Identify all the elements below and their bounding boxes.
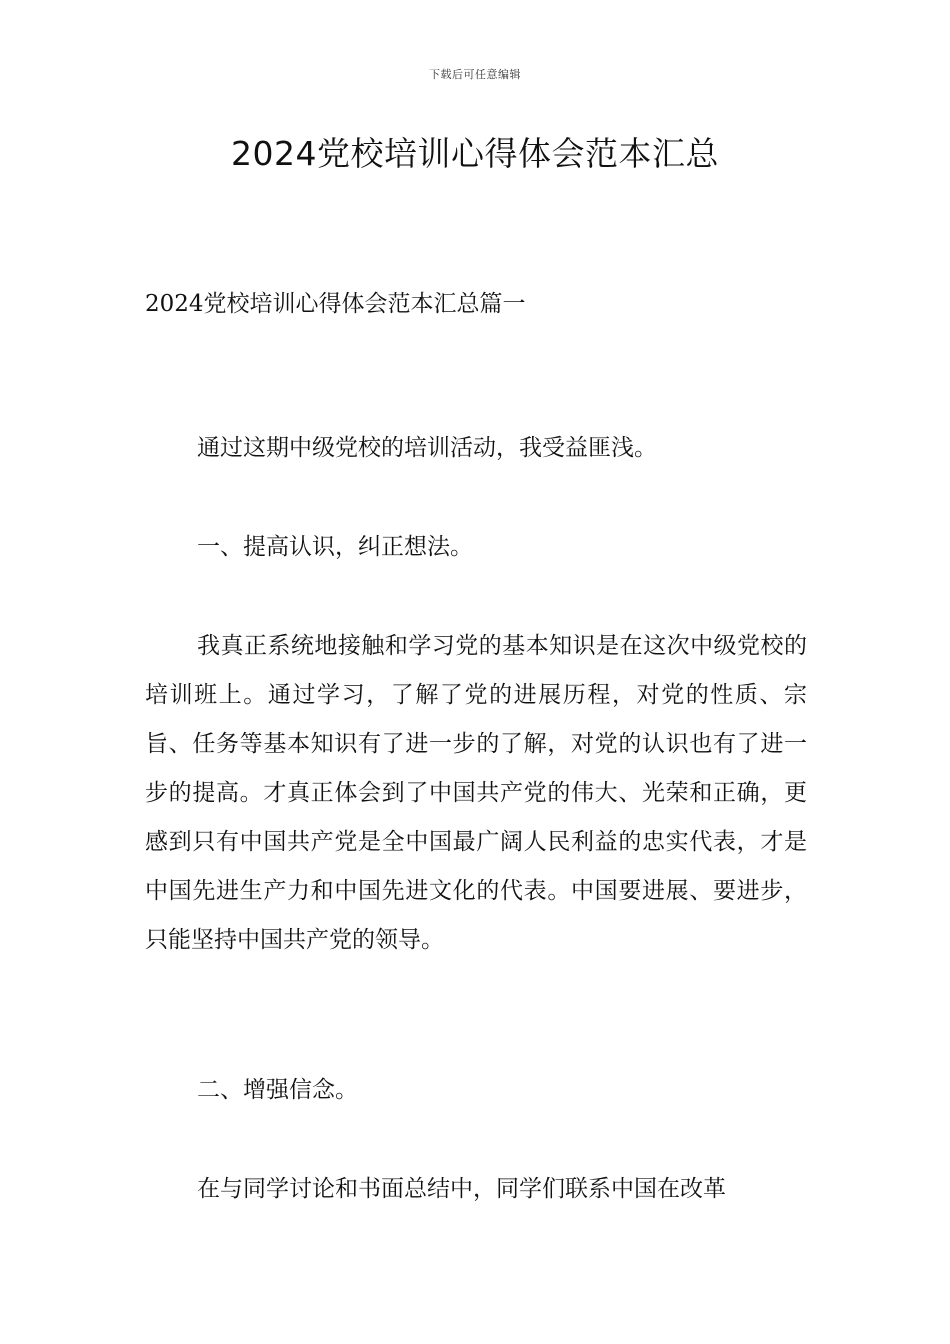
document-title: 2024党校培训心得体会范本汇总 [231, 134, 719, 173]
paragraph-heading-2: 二、增强信念。 [197, 1077, 358, 1103]
header-note: 下载后可任意编辑 [429, 68, 521, 81]
section-title: 2024党校培训心得体会范本汇总篇一 [145, 291, 526, 317]
paragraph-heading-1: 一、提高认识，纠正想法。 [197, 534, 473, 560]
paragraph-body-1: 我真正系统地接触和学习党的基本知识是在这次中级党校的培训班上。通过学习，了解了党的进展历程，对党的性质、宗旨、任务等基本知识有了进一步的了解，对党的认识也有了进一步的提高。才真正体会到了中国共产党的伟大、光荣和正确，更感到只有中国共产党是全中国最广阔人民利益的忠实代表，才是中国先进生产力和中国先进文化的代表。中国要进展、要进步，只能坚持中国共产党的领导。 [145, 633, 807, 953]
paragraph-body-2: 在与同学讨论和书面总结中，同学们联系中国在改革 [197, 1176, 726, 1202]
paragraph-intro: 通过这期中级党校的培训活动，我受益匪浅。 [197, 435, 657, 461]
